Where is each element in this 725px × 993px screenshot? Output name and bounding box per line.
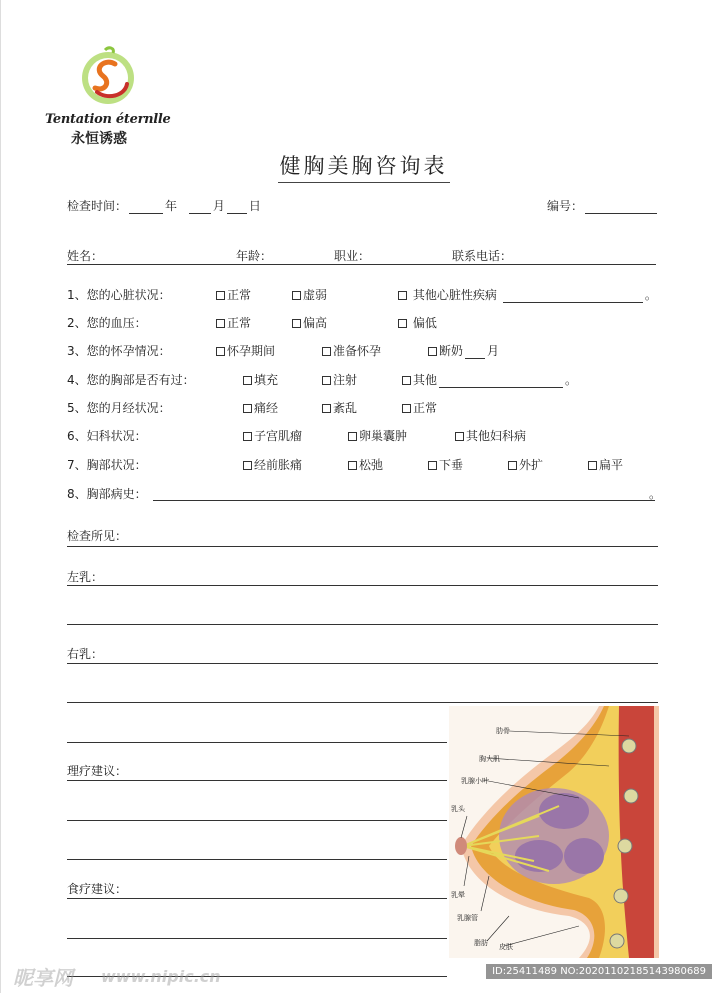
q4-option-filling[interactable] xyxy=(243,372,278,388)
option-label: 子宫肌瘤 xyxy=(254,429,303,443)
checkbox-icon[interactable] xyxy=(508,461,517,470)
q5-option-irregular[interactable] xyxy=(322,400,357,416)
number-field[interactable] xyxy=(585,201,657,214)
right-breast-label: 右乳： xyxy=(67,647,104,661)
left-breast-label: 左乳： xyxy=(67,570,104,584)
checkbox-icon[interactable] xyxy=(292,291,301,300)
watermark-id: ID:25411489 NO:20201102185143980689 xyxy=(486,964,712,979)
option-label: 断奶 xyxy=(439,344,464,358)
q1-option-other[interactable] xyxy=(398,287,657,303)
period-mark: 。 xyxy=(565,373,578,387)
checkbox-icon[interactable] xyxy=(216,347,225,356)
phone-label: 联系电话： xyxy=(452,249,513,263)
diagram-label-nipple: 乳头 xyxy=(451,805,465,813)
period-mark: 。 xyxy=(649,487,662,501)
number-label: 编号： xyxy=(547,199,584,213)
month-field[interactable] xyxy=(189,201,211,214)
diet-label: 食疗建议： xyxy=(67,882,128,896)
q7-option-loose[interactable] xyxy=(348,457,383,473)
option-label: 虚弱 xyxy=(303,288,328,302)
option-label: 偏高 xyxy=(303,316,328,330)
therapy-line-3[interactable] xyxy=(67,859,447,860)
checkbox-icon[interactable] xyxy=(402,404,411,413)
therapy-line-1[interactable] xyxy=(67,780,447,781)
option-label: 正常 xyxy=(413,401,438,415)
q2-option-normal[interactable] xyxy=(216,315,251,331)
left-line-1[interactable] xyxy=(67,585,658,586)
option-label: 其他妇科病 xyxy=(466,429,527,443)
page-title xyxy=(1,150,725,183)
brand-name-en: Tentation éternlle xyxy=(45,112,171,127)
extra-line[interactable] xyxy=(67,742,447,743)
question-5-label: 5、您的月经状况： xyxy=(67,401,171,415)
checkbox-icon[interactable] xyxy=(455,432,464,441)
q2-option-low[interactable] xyxy=(398,315,437,331)
question-1-label: 1、您的心脏状况： xyxy=(67,288,171,302)
diet-line-2[interactable] xyxy=(67,938,447,939)
checkbox-icon[interactable] xyxy=(428,347,437,356)
left-line-2[interactable] xyxy=(67,624,658,625)
option-label: 正常 xyxy=(227,316,252,330)
checkbox-icon[interactable] xyxy=(402,376,411,385)
option-label: 扁平 xyxy=(599,458,624,472)
option-label: 经前胀痛 xyxy=(254,458,303,472)
brand-name-cn: 永恒诱惑 xyxy=(71,131,127,147)
age-label: 年龄： xyxy=(236,249,273,263)
q2-option-high[interactable] xyxy=(292,315,327,331)
diagram-label-rib: 肋骨 xyxy=(496,727,510,735)
q7-option-spread[interactable] xyxy=(508,457,543,473)
check-time-label: 检查时间： xyxy=(67,199,128,213)
q5-option-pain[interactable] xyxy=(243,400,278,416)
therapy-line-2[interactable] xyxy=(67,820,447,821)
option-label: 松弛 xyxy=(359,458,384,472)
checkbox-icon[interactable] xyxy=(322,347,331,356)
question-3-label: 3、您的怀孕情况： xyxy=(67,344,171,358)
swan-logo-icon xyxy=(75,44,141,110)
checkbox-icon[interactable] xyxy=(398,319,407,328)
q3-option-pregnant[interactable] xyxy=(216,343,275,359)
therapy-label: 理疗建议： xyxy=(67,764,128,778)
right-line-1[interactable] xyxy=(67,663,658,664)
q7-option-flat[interactable] xyxy=(588,457,623,473)
day-label: 日 xyxy=(248,199,261,213)
option-label: 其他 xyxy=(413,373,438,387)
check-time-row xyxy=(67,198,261,214)
option-label: 怀孕期间 xyxy=(227,344,276,358)
day-field[interactable] xyxy=(227,201,247,214)
question-7-label: 7、胸部状况： xyxy=(67,458,147,472)
month-suffix: 月 xyxy=(487,344,500,358)
question-2-label: 2、您的血压： xyxy=(67,316,147,330)
q4-option-injection[interactable] xyxy=(322,372,357,388)
checkbox-icon[interactable] xyxy=(428,461,437,470)
q3-option-preparing[interactable] xyxy=(322,343,381,359)
option-label: 正常 xyxy=(227,288,252,302)
breast-anatomy-diagram xyxy=(449,706,659,958)
option-label: 下垂 xyxy=(439,458,464,472)
diagram-label-areola: 乳晕 xyxy=(451,891,465,899)
job-label: 职业： xyxy=(334,249,371,263)
q7-option-sagging[interactable] xyxy=(428,457,463,473)
question-8-label: 8、胸部病史： xyxy=(67,487,147,501)
checkbox-icon[interactable] xyxy=(216,319,225,328)
weaning-months-field[interactable] xyxy=(465,346,485,359)
checkbox-icon[interactable] xyxy=(243,404,252,413)
checkbox-icon[interactable] xyxy=(243,432,252,441)
q3-option-weaning[interactable] xyxy=(428,343,499,359)
q5-option-normal[interactable] xyxy=(402,400,437,416)
breast-anatomy-illustration-icon xyxy=(449,706,659,958)
watermark-url: www.nipic.cn xyxy=(101,967,221,986)
brand-logo xyxy=(45,42,175,152)
q6-option-other[interactable] xyxy=(455,428,526,444)
page-title-text: 健胸美胸咨询表 xyxy=(278,150,450,183)
period-mark: 。 xyxy=(644,288,657,302)
q6-option-fibroid[interactable] xyxy=(243,428,302,444)
option-label: 偏低 xyxy=(412,316,437,330)
checkbox-icon[interactable] xyxy=(588,461,597,470)
option-label: 准备怀孕 xyxy=(333,344,382,358)
q1-option-weak[interactable] xyxy=(292,287,327,303)
checkbox-icon[interactable] xyxy=(348,461,357,470)
question-6-label: 6、妇科状况： xyxy=(67,429,147,443)
q4-other-field[interactable] xyxy=(439,375,563,388)
q6-option-cyst[interactable] xyxy=(348,428,407,444)
month-label: 月 xyxy=(212,199,225,213)
option-label: 痛经 xyxy=(254,401,279,415)
option-label: 紊乱 xyxy=(333,401,358,415)
checkbox-icon[interactable] xyxy=(348,432,357,441)
option-label: 卵巢囊肿 xyxy=(359,429,408,443)
findings-label: 检查所见： xyxy=(67,529,128,543)
findings-line[interactable] xyxy=(67,546,658,547)
checkbox-icon[interactable] xyxy=(322,404,331,413)
watermark-bar xyxy=(1,958,725,993)
name-label: 姓名： xyxy=(67,249,104,263)
checkbox-icon[interactable] xyxy=(216,291,225,300)
checkbox-icon[interactable] xyxy=(292,319,301,328)
checkbox-icon[interactable] xyxy=(322,376,331,385)
q1-option-normal[interactable] xyxy=(216,287,251,303)
history-field[interactable] xyxy=(153,500,655,501)
q4-option-other[interactable] xyxy=(402,372,577,388)
option-label: 其他心脏性疾病 xyxy=(412,288,497,302)
info-underline[interactable] xyxy=(67,264,656,265)
q7-option-premenstrual[interactable] xyxy=(243,457,302,473)
checkbox-icon[interactable] xyxy=(398,291,407,300)
question-4-label: 4、您的胸部是否有过： xyxy=(67,373,195,387)
diagram-label-fat: 脂肪 xyxy=(474,939,488,947)
right-line-2[interactable] xyxy=(67,702,658,703)
diagram-label-pectoral: 胸大肌 xyxy=(479,755,500,763)
number-row xyxy=(547,198,659,214)
diet-line-1[interactable] xyxy=(67,898,447,899)
watermark-site: 昵享网 xyxy=(13,966,73,990)
diagram-label-lobule: 乳腺小叶 xyxy=(461,777,489,785)
diagram-label-duct: 乳腺管 xyxy=(457,914,478,922)
year-field[interactable] xyxy=(129,201,163,214)
option-label: 填充 xyxy=(254,373,279,387)
year-label: 年 xyxy=(165,199,178,213)
diagram-label-skin: 皮肤 xyxy=(499,943,513,951)
option-label: 注射 xyxy=(333,373,358,387)
q1-other-field[interactable] xyxy=(503,290,643,303)
option-label: 外扩 xyxy=(519,458,544,472)
checkbox-icon[interactable] xyxy=(243,376,252,385)
checkbox-icon[interactable] xyxy=(243,461,252,470)
